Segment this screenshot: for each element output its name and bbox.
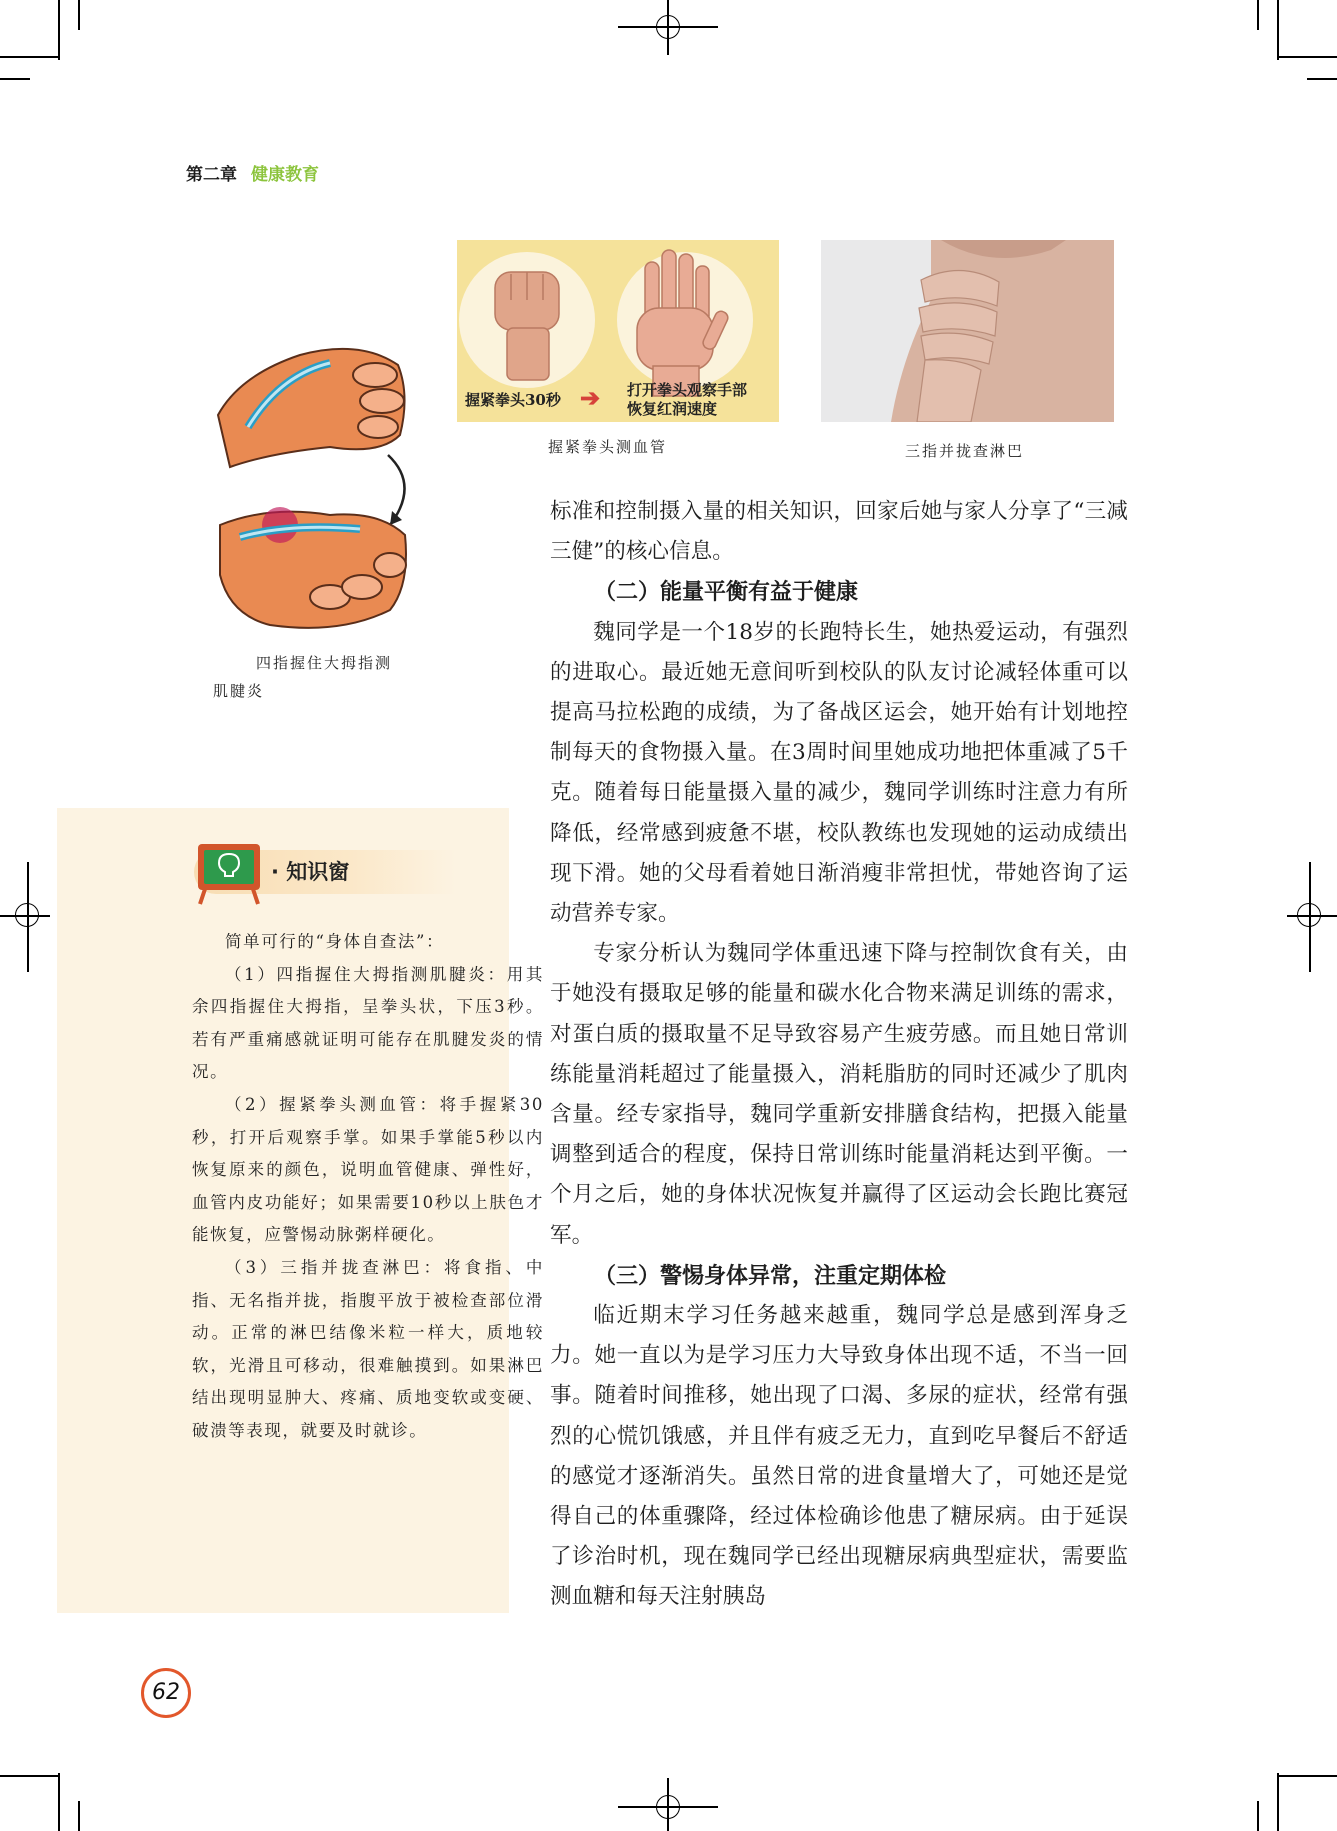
fist-label-right-1: 打开拳头观察手部 [627, 381, 748, 399]
kw-paragraph: （2）握紧拳头测血管：将手握紧30秒，打开后观察手掌。如果手掌能5秒以内恢复原来的颜色，说明血管健康、弹性好，血管内皮功能好；如果需要10秒以上肤色才能恢复，应警惕动脉粥样硬化。 [192, 1094, 544, 1245]
thumb-test-caption-line2: 肌腱炎 [213, 682, 265, 700]
body-paragraph: 魏同学是一个18岁的长跑特长生，她热爱运动，有强烈的进取心。最近她无意间听到校队的队友讨论减轻体重可以提高马拉松跑的成绩，为了备战区运会，她开始有计划地控制每天的食物摄入量。在3周时间里她成功地把体重减了5千克。随着每日能量摄入量的减少，魏同学训练时注意力有所降低，经常感到疲惫不堪，校队教练也发现她的运动成绩出现下滑。她的父母看着她日渐消瘦非常担忧，带她咨询了运动营养专家。 [550, 619, 1128, 927]
kw-paragraph: （3）三指并拢查淋巴：将食指、中指、无名指并拢，指腹平放于被检查部位滑动。正常的淋巴结像米粒一样大，质地较软，光滑且可移动，很难触摸到。如果淋巴结出现明显肿大、疼痛、质地变软或变硬、破溃等表现，就要及时就诊。 [192, 1257, 544, 1440]
neck-test-image [821, 240, 1114, 422]
thumb-test-image [210, 335, 415, 635]
chalkboard-icon [194, 840, 264, 910]
fist-test-caption: 握紧拳头测血管 [548, 438, 668, 456]
chapter-label: 第二章 [186, 165, 237, 185]
fist-label-left: 握紧拳头30秒 [465, 391, 561, 409]
fist-palm-illustration [457, 240, 779, 422]
svg-text:➔: ➔ [580, 383, 601, 412]
section-label: 健康教育 [251, 165, 319, 185]
kw-paragraph: 简单可行的“身体自查法”： [225, 932, 445, 951]
body-paragraph: 临近期末学习任务越来越重，魏同学总是感到浑身乏力。她一直以为是学习压力大导致身体出现不适，不当一回事。随着时间推移，她出现了口渴、多尿的症状，经常有强烈的心慌饥饿感，并且伴有疲乏无力，直到吃早餐后不舒适的感觉才逐渐消失。虽然日常的进食量增大了，可她还是觉得自己的体重骤降，经过体检确诊他患了糖尿病。由于延误了诊治时机，现在魏同学已经出现糖尿病典型症状，需要监测血糖和每天注射胰岛 [550, 1303, 1128, 1610]
main-text [550, 492, 1128, 1618]
fist-label-right-2: 恢复红润速度 [627, 400, 718, 418]
hand-on-neck-illustration [821, 240, 1114, 422]
knowledge-window-text [192, 926, 544, 1448]
kw-paragraph: （1）四指握住大拇指测肌腱炎：用其余四指握住大拇指，呈拳头状，下压3秒。若有严重痛感就证明可能存在肌腱发炎的情况。 [192, 964, 544, 1082]
subheading: （三）警惕身体异常，注重定期体检 [594, 1262, 947, 1289]
page-number: 62 [141, 1668, 191, 1718]
neck-test-caption: 三指并拢查淋巴 [905, 442, 1025, 460]
knowledge-window [57, 808, 544, 1613]
knowledge-window-title: · 知识窗 [271, 860, 350, 884]
fist-test-image [457, 240, 779, 422]
running-header [186, 160, 319, 185]
subheading: （二）能量平衡有益于健康 [594, 579, 859, 606]
thumb-test-caption-line1: 四指握住大拇指测 [256, 654, 393, 672]
body-paragraph: 标准和控制摄入量的相关知识，回家后她与家人分享了“三减三健”的核心信息。 [550, 499, 1128, 565]
body-paragraph: 专家分析认为魏同学体重迅速下降与控制饮食有关，由于她没有摄取足够的能量和碳水化合物来满足训练的需求，对蛋白质的摄取量不足导致容易产生疲劳感。而且她日常训练能量消耗超过了能量摄入，消耗脂肪的同时还减少了肌肉含量。经专家指导，魏同学重新安排膳食结构，把摄入能量调整到适合的程度，保持日常训练时能量消耗达到平衡。一个月之后，她的身体状况恢复并赢得了区运动会长跑比赛冠军。 [550, 941, 1128, 1248]
thumb-grip-illustration [210, 335, 415, 635]
